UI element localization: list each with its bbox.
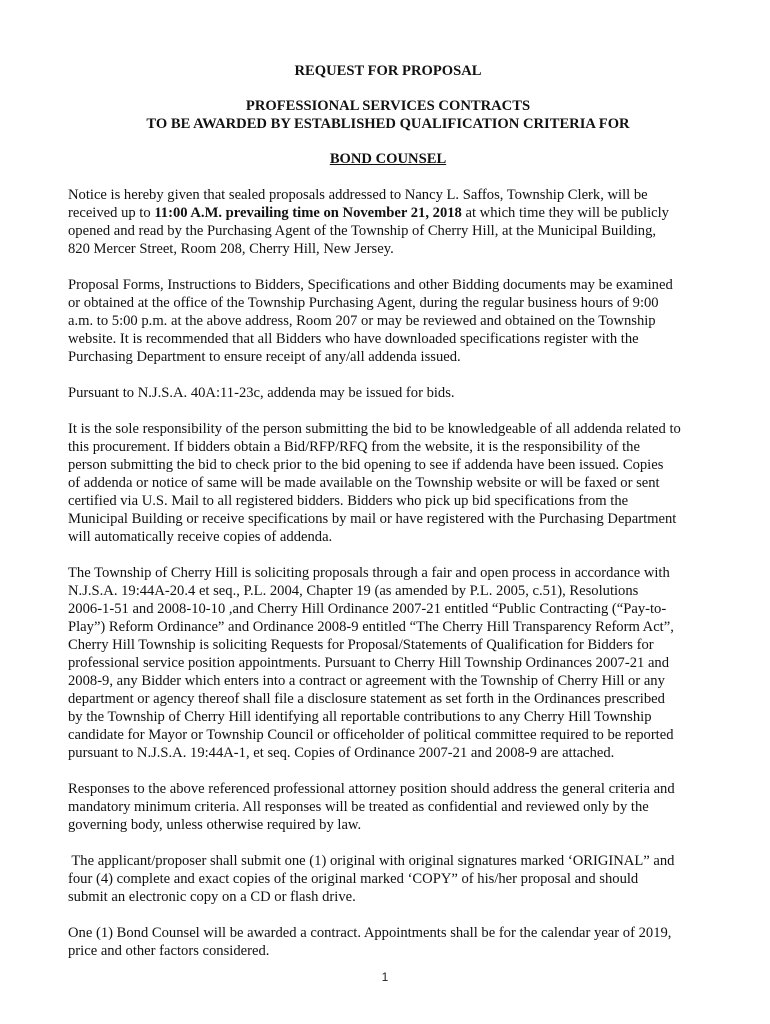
responsibility-line: It is the sole responsibility of the person submitting the bid to be knowledgeable of all addenda related to: [68, 421, 681, 437]
responses-line: Responses to the above referenced professional attorney position should address the general criteria and: [68, 781, 675, 797]
forms-line: website. It is recommended that all Bidders who have downloaded specifications register with the: [68, 331, 639, 347]
applicant-line: The applicant/proposer shall submit one (1) original with original signatures marked ‘ORIGINAL” and: [68, 853, 675, 869]
soliciting-line: professional service position appointments. Pursuant to Cherry Hill Township Ordinances 2007-21 and: [68, 655, 670, 671]
responsibility-paragraph: [68, 420, 708, 546]
notice-deadline: 11:00 A.M. prevailing time on November 21, 2018: [154, 205, 462, 221]
soliciting-line: The Township of Cherry Hill is soliciting proposals through a fair and open process in accordance with: [68, 565, 670, 581]
notice-line: Notice is hereby given that sealed proposals addressed to Nancy L. Saffos, Township Clerk, will be: [68, 187, 648, 203]
document-subtitle-line-1: PROFESSIONAL SERVICES CONTRACTS: [245, 98, 531, 114]
responsibility-line: will automatically receive copies of addenda.: [68, 529, 333, 545]
soliciting-line: N.J.S.A. 19:44A-20.4 et seq., P.L. 2004, Chapter 19 (as amended by P.L. 2005, c.51), Resolutions: [68, 583, 639, 599]
soliciting-line: Play”) Reform Ordinance” and Ordinance 2008-9 entitled “The Cherry Hill Transparency Reform Act”,: [68, 619, 674, 635]
award-line: One (1) Bond Counsel will be awarded a contract. Appointments shall be for the calendar year of 2019,: [68, 925, 672, 941]
forms-line: or obtained at the office of the Township Purchasing Agent, during the regular business hours of 9:00: [68, 295, 659, 311]
soliciting-line: 2006-1-51 and 2008-10-10 ,and Cherry Hill Ordinance 2007-21 entitled “Public Contracting (“Pay-to-: [68, 601, 667, 617]
notice-paragraph: [68, 186, 708, 258]
soliciting-line: candidate for Mayor or Township Council or officeholder of political committee required to be reported: [68, 727, 674, 743]
pursuant-paragraph: [68, 384, 708, 402]
responses-line: governing body, unless otherwise required by law.: [68, 817, 362, 833]
forms-paragraph: [68, 276, 708, 366]
page-number: 1: [381, 970, 389, 984]
soliciting-line: Cherry Hill Township is soliciting Requests for Proposal/Statements of Qualification for Bidders for: [68, 637, 654, 653]
forms-line: a.m. to 5:00 p.m. at the above address, Room 207 or may be reviewed and obtained on the Township: [68, 313, 656, 329]
notice-line-suffix: at which time they will be publicly: [465, 205, 669, 221]
responsibility-line: person submitting the bid to check prior to the bid opening to see if addenda have been issued. Copies: [68, 457, 664, 473]
applicant-line: four (4) complete and exact copies of the original marked ‘COPY” of his/her proposal and should: [68, 871, 639, 887]
notice-line: 820 Mercer Street, Room 208, Cherry Hill, New Jersey.: [68, 241, 394, 257]
award-line: price and other factors considered.: [68, 943, 270, 959]
document-subtitle-line-2: TO BE AWARDED BY ESTABLISHED QUALIFICATION CRITERIA FOR: [146, 116, 630, 132]
applicant-paragraph: [68, 852, 708, 906]
soliciting-line: by the Township of Cherry Hill identifying all reportable contributions to any Cherry Hill Township: [68, 709, 652, 725]
document-body: [68, 62, 708, 978]
responsibility-line: of addenda or notice of same will be made available on the Township website or will be faxed or sent: [68, 475, 660, 491]
forms-line: Purchasing Department to ensure receipt of any/all addenda issued.: [68, 349, 461, 365]
document-subject: BOND COUNSEL: [329, 151, 447, 167]
soliciting-line: department or agency thereof shall file a disclosure statement as set forth in the Ordinances prescribed: [68, 691, 665, 707]
responsibility-line: Municipal Building or receive specifications by mail or have registered with the Purchasing Department: [68, 511, 677, 527]
notice-line-prefix: received up to: [68, 205, 155, 221]
soliciting-paragraph: [68, 564, 708, 762]
responsibility-line: certified via U.S. Mail to all registered bidders. Bidders who pick up bid specifications from the: [68, 493, 629, 509]
notice-line: opened and read by the Purchasing Agent of the Township of Cherry Hill, at the Municipal Building,: [68, 223, 657, 239]
soliciting-line: 2008-9, any Bidder which enters into a contract or agreement with the Township of Cherry Hill or any: [68, 673, 665, 689]
responses-paragraph: [68, 780, 708, 834]
soliciting-line: pursuant to N.J.S.A. 19:44A-1, et seq. Copies of Ordinance 2007-21 and 2008-9 are attached.: [68, 745, 615, 761]
applicant-line: submit an electronic copy on a CD or flash drive.: [68, 889, 356, 905]
forms-line: Proposal Forms, Instructions to Bidders, Specifications and other Bidding documents may be examined: [68, 277, 673, 293]
responsibility-line: this procurement. If bidders obtain a Bid/RFP/RFQ from the website, it is the responsibility of the: [68, 439, 640, 455]
responses-line: mandatory minimum criteria. All responses will be treated as confidential and reviewed only by the: [68, 799, 649, 815]
document-title: REQUEST FOR PROPOSAL: [294, 63, 482, 79]
award-paragraph: [68, 924, 708, 960]
pursuant-line: Pursuant to N.J.S.A. 40A:11-23c, addenda may be issued for bids.: [68, 385, 455, 401]
notice-line: [68, 204, 708, 222]
